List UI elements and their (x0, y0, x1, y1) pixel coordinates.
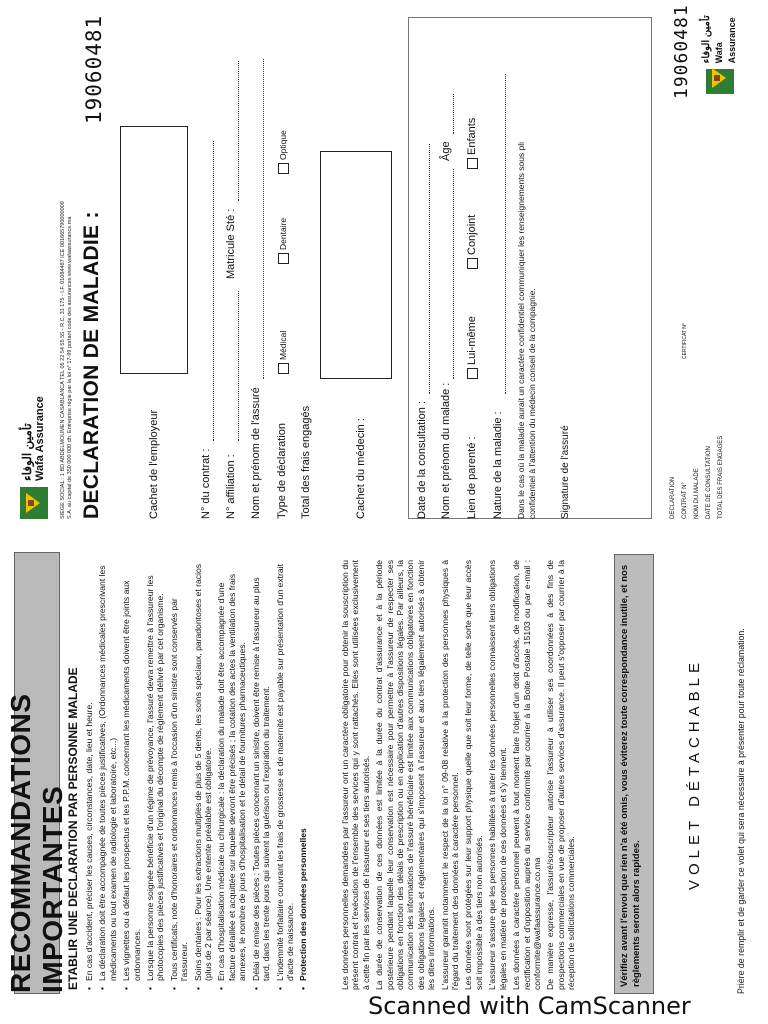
wafa-logo (20, 396, 48, 519)
insured-name-label: Nom et prénom de l'assuré (250, 387, 262, 519)
patient-name-label: Nom et prénom du malade : (440, 382, 452, 519)
recommendations-title: RECOMMANDATIONS IMPORTANTES (14, 552, 60, 994)
employer-stamp-box[interactable] (120, 126, 188, 374)
paragraph: La durée de conservation de ces données est limitée à la durée du contrat d'assurance et à la période postérieure pendant laquelle leur conservation est nécessaire pour permettre à l'assureur de respecter ses obligations en fonction des délais de prescription ou en application d'autres dispositions légales. Par ailleurs, la communication des informations de l'assuré bénéficiaire est limitée aux communications obligatoires en fonction des obligations légales et réglementaires qui s'imposent à l'assureur et aux tiers légalement autorisés à obtenir les dites informations. (374, 560, 437, 990)
total-fees-label: Total des frais engagés (300, 405, 312, 519)
optical-option[interactable] (278, 130, 289, 174)
paragraph: Les données à caractère personnel peuvent à tout moment faire l'objet d'un droit d'accès, de modification, de rectification et d'opposition auprès du service conformité par courrier à la Boite Postale 15103 ou par e-mail : conformite@wafaassurance.co.ma (511, 560, 542, 990)
declaration-number: 19060481 (82, 14, 106, 124)
detach-declaration: DECLARATION (670, 476, 676, 519)
children-checkbox[interactable] (467, 158, 478, 169)
paragraph: L'assureur s'assure que les personnes habilitées à traiter les données personnelles connaissent leurs obligations légales en matière de protection de ces données et s'y tiennent. (487, 560, 508, 990)
list-item: • Protection des données personnelles (298, 560, 308, 990)
paragraph: L'assureur garantit notamment le respect de la loi n° 09-08 relative à la protection des personnes physiques à l'égard du traitement des données à caractère personnel. (439, 560, 461, 990)
detachable-label: VOLET DÉTACHABLE (686, 658, 703, 890)
list-item: • Tous certificats, note d'honoraires et ordonnances remis à l'occasion d'un sinistre sont conservés par l'assureur. (169, 560, 190, 990)
optical-label: Optique (278, 130, 288, 160)
detach-total: TOTAL DES FRAIS ENGAGES (718, 435, 724, 519)
dental-option[interactable] (278, 218, 289, 264)
logo-small-latin: Wafa Assurance (714, 17, 737, 64)
illness-nature-field[interactable] (505, 74, 506, 394)
relationship-label: Lien de parenté : (466, 436, 478, 519)
affiliation-field[interactable] (238, 291, 239, 441)
signature-label: Signature de l'assuré (560, 425, 571, 519)
declaration-type-label: Type de déclaration (276, 422, 288, 519)
self-checkbox[interactable] (467, 368, 478, 379)
spouse-option[interactable] (466, 215, 478, 269)
paragraph: De manière expresse, l'assuré/souscripteur autorise l'assureur à utiliser ses coordonnées à des fins de prospections commerciales en vue de proposer d'autres services d'assurance. Il peut s'opposer par courrier à la réception de sollicitations commerciales. (545, 560, 577, 990)
list-item: • La déclaration doit être accompagnée de toutes pièces justificatives, (Ordonnances médicales prescrivant les médicaments ou tout examen de radiologie et laboratoire, etc...) (97, 560, 118, 990)
children-option[interactable] (466, 118, 478, 169)
illness-nature-label: Nature de la maladie : (492, 411, 504, 519)
doctor-stamp-label: Cachet du médecin : (355, 418, 367, 519)
medical-label: Médical (278, 330, 288, 360)
logo-latin: Wafa Assurance (34, 396, 46, 481)
contract-field[interactable] (213, 141, 214, 441)
dental-label: Dentaire (278, 217, 288, 250)
patient-name-field[interactable] (453, 169, 454, 379)
list-item: • En cas d'hospitalisation médicale ou chirurgicale : la déclaration du malade doit être accompagnée d'une facture détaillée et acquittée sur laquelle devront être précisés ; la cotation des actes la ventilation des frais annexes, le nombre de jours d'hospitalisation et le détail de fournitures pharmaceutiques. (216, 560, 247, 990)
paragraph: Les données sont protégées sur leur support physique quelle que soit leur forme, de telle sorte que leur accès soit impossible à des tiers non autorisés. (463, 560, 484, 990)
wafa-logo-small-icon (706, 69, 734, 94)
spouse-label: Conjoint (466, 214, 478, 255)
company-info: SIEGE SOCIAL : 1 BD ABDELMOUMEN CASABLANCA TEL 05 22 54 55 55 - R.C. 31 175 - I.F. 01084487 ICE 001665790000009 S.A. au capital de 350 000 000 dh. Entreprise régie par la loi n° 17-99 portant code des assurances www.wafaassurance.ma (60, 201, 73, 519)
list-item: • En cas d'accident, préciser les causes, circonstances, date, lieu et heure. (84, 560, 94, 990)
insured-name-field[interactable] (263, 59, 264, 379)
consultation-date-field[interactable] (429, 144, 430, 394)
recommendations-list (84, 560, 312, 990)
self-option[interactable] (466, 316, 478, 379)
list-item: • Lorsque la personne soignée bénéficie d'un régime de prévoyance, l'assuré devra remettre à l'assureur les photocopies des pièces justificatives et l'original du décompte de règlement délivré par cet organisme. (145, 560, 166, 990)
detach-date: DATE DE CONSULTATION (706, 446, 712, 519)
self-label: Lui-même (466, 316, 478, 365)
matricule-label: Matricule Sté : (225, 208, 237, 279)
employer-stamp-label: Cachet de l'employeur (148, 409, 160, 519)
data-protection-text (340, 560, 580, 990)
warning-box: Vérifiez avant l'envoi que rien n'a été omis, vous éviterez toute correspondance inutile, et nos règlements seront alors rapides. (614, 554, 654, 994)
camscanner-watermark: Scanned with CamScanner (368, 992, 691, 1020)
detach-number: 19060481 (671, 4, 692, 99)
declaration-form (20, 4, 750, 519)
dental-checkbox[interactable] (278, 253, 289, 264)
logo-small-arabic: تأمين الوفاء (701, 15, 712, 64)
logo-arabic: تأمين الوفاء (20, 423, 34, 481)
consultation-date-label: Date de la consultation : (416, 400, 428, 519)
detach-patient: NOM DU MALADE (694, 468, 700, 519)
detach-contract: CONTRAT N° (682, 482, 688, 519)
medical-checkbox[interactable] (278, 363, 289, 374)
affiliation-label: N° affiliation : (225, 454, 237, 519)
paragraph: Les données personnelles demandées par l'assureur ont un caractère obligatoire pour obtenir la souscription du présent contrat et l'exécution de l'ensemble des services qui y sont rattachés. Elles sont utilisées exclusivement à cette fin par les services de l'assureur et ses tiers autorisés. (340, 560, 371, 990)
list-item: • Les vignettes ou à défaut les prospectus et les P.P.M. concernant les médicaments doivent être joints aux ordonnances. (121, 560, 142, 990)
bottom-note: Prière de remplir et de garder ce volet qui sera nécessaire à présenter pour toute réclamation. (736, 628, 746, 994)
optical-checkbox[interactable] (278, 163, 289, 174)
wafa-logo-small (700, 10, 739, 94)
confidential-note: Dans le cas où la maladie aurait un caractère confidentiel communiquer les renseignements sous pli confidentiel à l'attention du médecin conseil de la compagnie. (516, 141, 537, 519)
list-item: • L'indemnité forfaitaire couvrant les frais de grossesse et de maternité est payable sur présentation d'un extrait d'acte de naissance. (275, 560, 296, 990)
recommendations-subtitle: ETABLIR UNE DECLARATION PAR PERSONNE MALADE (66, 667, 80, 990)
age-label: Âge (440, 141, 452, 161)
children-label: Enfants (466, 117, 478, 155)
declaration-title: DECLARATION DE MALADIE : (80, 211, 103, 519)
medical-option[interactable] (278, 331, 289, 374)
list-item: • Délai de remise des pièces : Toutes pièces concernant un sinistre, doivent être remise à l'assureur au plus tard, dans les trente jours qui suivent la guérison ou l'expiration du traitement. (251, 560, 272, 990)
age-field[interactable] (453, 94, 454, 134)
contract-label: N° du contrat : (200, 448, 212, 519)
wafa-logo-icon (20, 487, 48, 519)
list-item: • Soins dentaires : Pour les extractions multiples de plus de 5 dents, les soins spéciaux, paradontoses et racios (plus de 2 par séance). Une entente préalable est obligatoire. (193, 560, 214, 990)
recommendations-panel (5, 554, 749, 994)
spouse-checkbox[interactable] (467, 258, 478, 269)
matricule-field[interactable] (238, 61, 239, 201)
detach-certificate: CERTIFICAT N° (682, 323, 688, 359)
doctor-stamp-box[interactable] (320, 151, 392, 379)
